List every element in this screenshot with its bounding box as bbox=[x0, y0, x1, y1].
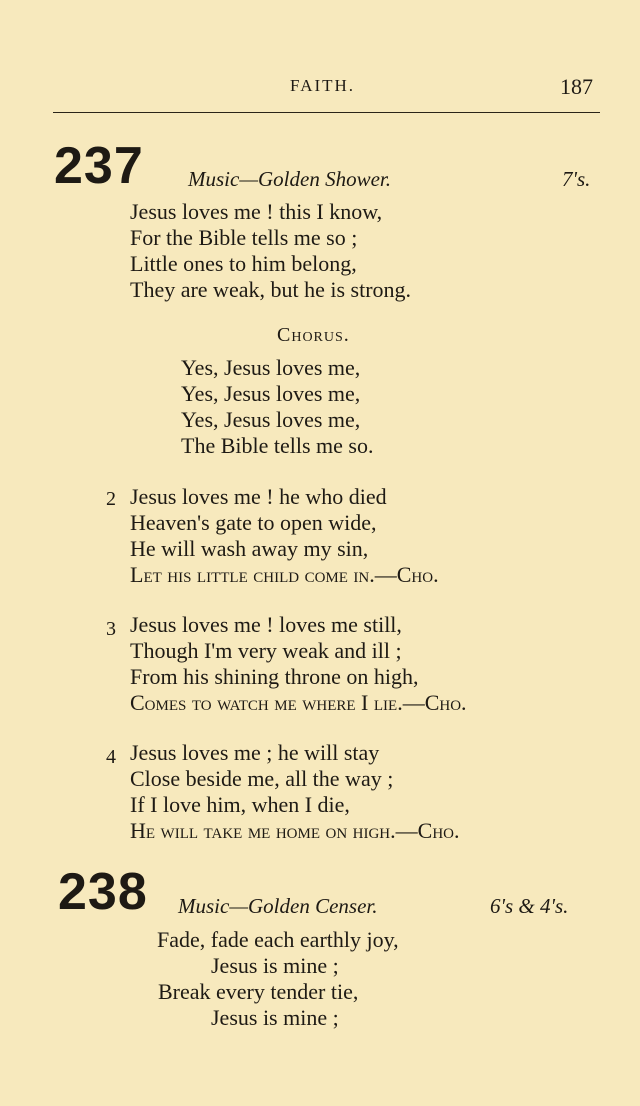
meter: 6's & 4's. bbox=[490, 894, 569, 918]
verse-line: Jesus is mine ; bbox=[211, 953, 339, 978]
hymn-number: 237 bbox=[54, 137, 144, 195]
verse-line: Little ones to him belong, bbox=[130, 251, 357, 276]
chorus-line: Yes, Jesus loves me, bbox=[181, 407, 361, 432]
chorus-line: The Bible tells me so. bbox=[181, 433, 374, 458]
header-rule bbox=[53, 112, 600, 113]
verse-line: If I love him, when I die, bbox=[130, 792, 350, 817]
verse-line: Jesus is mine ; bbox=[211, 1005, 339, 1030]
verse-line: Though I'm very weak and ill ; bbox=[130, 638, 402, 663]
stanza-number: 2 bbox=[106, 488, 116, 510]
stanza-number: 4 bbox=[106, 746, 116, 768]
verse-line: Jesus loves me ! he who died bbox=[130, 484, 387, 509]
verse-line: Jesus loves me ; he will stay bbox=[130, 740, 380, 765]
meter: 7's. bbox=[562, 167, 591, 191]
chorus-line: Yes, Jesus loves me, bbox=[181, 355, 361, 380]
stanza-number: 3 bbox=[106, 618, 116, 640]
verse-line: Jesus loves me ! this I know, bbox=[130, 199, 383, 224]
verse-line: Fade, fade each earthly joy, bbox=[157, 927, 399, 952]
verse-line: From his shining throne on high, bbox=[130, 664, 419, 689]
hymn-number: 238 bbox=[58, 863, 148, 921]
verse-line: Let his little child come in.—Cho. bbox=[130, 562, 439, 587]
running-head: FAITH. bbox=[290, 76, 356, 95]
verse-line: He will wash away my sin, bbox=[130, 536, 369, 561]
tune-name: Music—Golden Shower. bbox=[188, 167, 391, 191]
page-number: 187 bbox=[560, 74, 593, 99]
verse-line: Break every tender tie, bbox=[158, 979, 359, 1004]
verse-line: Close beside me, all the way ; bbox=[130, 766, 394, 791]
chorus-line: Yes, Jesus loves me, bbox=[181, 381, 361, 406]
tune-name: Music—Golden Censer. bbox=[178, 894, 378, 918]
verse-line: For the Bible tells me so ; bbox=[130, 225, 358, 250]
verse-line: Comes to watch me where I lie.—Cho. bbox=[130, 690, 467, 715]
verse-line: They are weak, but he is strong. bbox=[130, 277, 412, 302]
chorus-label: Chorus. bbox=[277, 324, 350, 346]
verse-line: He will take me home on high.—Cho. bbox=[130, 818, 460, 843]
verse-line: Heaven's gate to open wide, bbox=[130, 510, 377, 535]
verse-line: Jesus loves me ! loves me still, bbox=[130, 612, 402, 637]
